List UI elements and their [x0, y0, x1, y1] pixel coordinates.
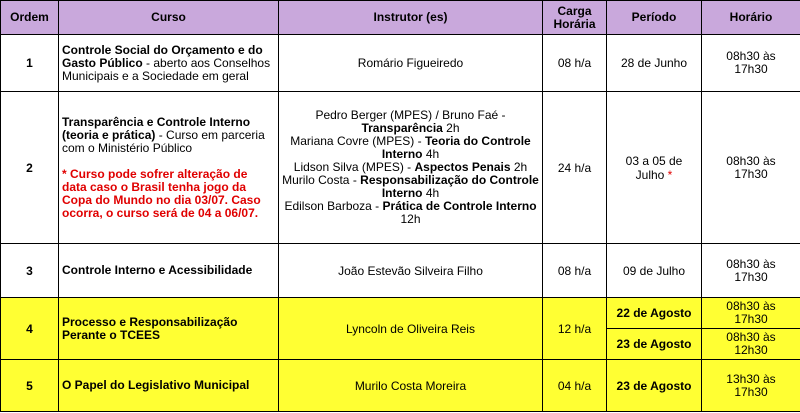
table-row-1: [1, 35, 800, 92]
header-ordem: Ordem: [1, 1, 59, 35]
header-row: [1, 1, 800, 35]
header-carga: [543, 1, 607, 35]
instructor-hours: 2h: [442, 121, 460, 135]
course-title: Controle Social do Orçamento e do Gasto Público: [62, 42, 263, 70]
periodo-line1: 03 a 05 de: [625, 153, 683, 168]
instructor-hours: 4h: [422, 147, 440, 161]
course-title: O Papel do Legislativo Municipal: [62, 378, 250, 392]
cell-curso: [59, 298, 279, 360]
cell-instrutor: Lyncoln de Oliveira Reis: [279, 298, 543, 360]
cell-ordem: 2: [1, 92, 59, 244]
cell-horario: [702, 298, 800, 329]
cell-instrutor: Romário Figueiredo: [279, 35, 543, 92]
header-horario: Horário: [702, 1, 800, 35]
cell-instrutor: João Estevão Silveira Filho: [279, 244, 543, 298]
cell-instrutor: [279, 92, 543, 244]
cell-horario: [702, 92, 800, 244]
horario-end: 12h30: [734, 343, 768, 357]
periodo-asterisk: *: [664, 167, 673, 182]
cell-ordem: 4: [1, 298, 59, 360]
instructor-name: Pedro Berger (MPES) / Bruno Faé -: [315, 108, 506, 122]
instructor-topic: Aspectos Penais: [414, 160, 511, 174]
header-periodo: Período: [607, 1, 702, 35]
instructor-name: Murilo Costa -: [282, 173, 361, 187]
instructor-topic: Teoria do Controle Interno: [381, 134, 531, 161]
cell-periodo: 23 de Agosto: [607, 360, 702, 412]
table-row-2: [1, 92, 800, 244]
cell-periodo: [607, 92, 702, 244]
horario-end: 17h30: [734, 269, 768, 284]
cell-horario: [702, 244, 800, 298]
cell-curso: [59, 92, 279, 244]
horario-start: 08h30 às: [726, 49, 776, 63]
instructor-name: Lidson Silva (MPES) -: [293, 160, 415, 174]
cell-curso: [59, 244, 279, 298]
instructor-hours: 4h: [422, 186, 440, 200]
cell-horario: [702, 329, 800, 360]
cell-periodo: 28 de Junho: [607, 35, 702, 92]
instructor-name: Mariana Covre (MPES) -: [290, 134, 425, 148]
table-row-4: [1, 298, 800, 329]
horario-end: 17h30: [734, 384, 768, 399]
horario-start: 08h30 às: [726, 153, 776, 168]
cell-ordem: 3: [1, 244, 59, 298]
cell-horario: [702, 360, 800, 412]
course-note: * Curso pode sofrer alteração de data caso o Brasil tenha jogo da Copa do Mundo no dia 03/07. Caso ocorra, o curso será de 04 a 06/07.: [62, 166, 261, 220]
cell-carga: 08 h/a: [543, 35, 607, 92]
cell-curso: [59, 35, 279, 92]
cell-instrutor: Murilo Costa Moreira: [279, 360, 543, 412]
periodo-line2: Julho: [635, 167, 665, 182]
cell-ordem: 5: [1, 360, 59, 412]
instructor-name: Edilson Barboza -: [284, 199, 383, 213]
cell-periodo: 23 de Agosto: [607, 329, 702, 360]
course-title: Transparência e Controle Interno (teoria e prática): [62, 114, 251, 142]
table-row-3: [1, 244, 800, 298]
horario-start: 08h30 às: [726, 256, 776, 271]
horario-start: 08h30 às: [726, 330, 776, 344]
cell-carga: 08 h/a: [543, 244, 607, 298]
header-carga-line1: Carga: [557, 3, 592, 18]
instructor-topic: Prática de Controle Interno: [382, 199, 537, 213]
course-description: - Curso em parceria com o Ministério Público: [62, 127, 265, 155]
horario-end: 17h30: [734, 312, 768, 326]
course-title: Controle Interno e Acessibilidade: [62, 263, 253, 277]
cell-carga: 12 h/a: [543, 298, 607, 360]
instructor-topic: Transparência: [361, 121, 443, 135]
course-title: Processo e Responsabilização Perante o TCEES: [62, 314, 238, 342]
instructor-hours: 2h: [510, 160, 528, 174]
cell-carga: 24 h/a: [543, 92, 607, 244]
instructor-hours: 12h: [400, 212, 421, 226]
header-curso: Curso: [59, 1, 279, 35]
cell-ordem: 1: [1, 35, 59, 92]
horario-start: 08h30 às: [726, 299, 776, 313]
horario-end: 17h30: [734, 166, 768, 181]
instructor-topic: Responsabilização do Controle Interno: [360, 173, 539, 200]
horario-start: 13h30 às: [726, 371, 776, 386]
cell-horario: [702, 35, 800, 92]
cell-periodo: 09 de Julho: [607, 244, 702, 298]
cell-periodo: 22 de Agosto: [607, 298, 702, 329]
course-description: - aberto aos Conselhos Municipais e a Sociedade em geral: [62, 55, 271, 83]
table-row-5: [1, 360, 800, 412]
cell-curso: [59, 360, 279, 412]
horario-end: 17h30: [734, 62, 768, 76]
header-carga-line2: Horária: [553, 16, 596, 31]
cell-carga: 04 h/a: [543, 360, 607, 412]
header-instrutor: Instrutor (es): [279, 1, 543, 35]
